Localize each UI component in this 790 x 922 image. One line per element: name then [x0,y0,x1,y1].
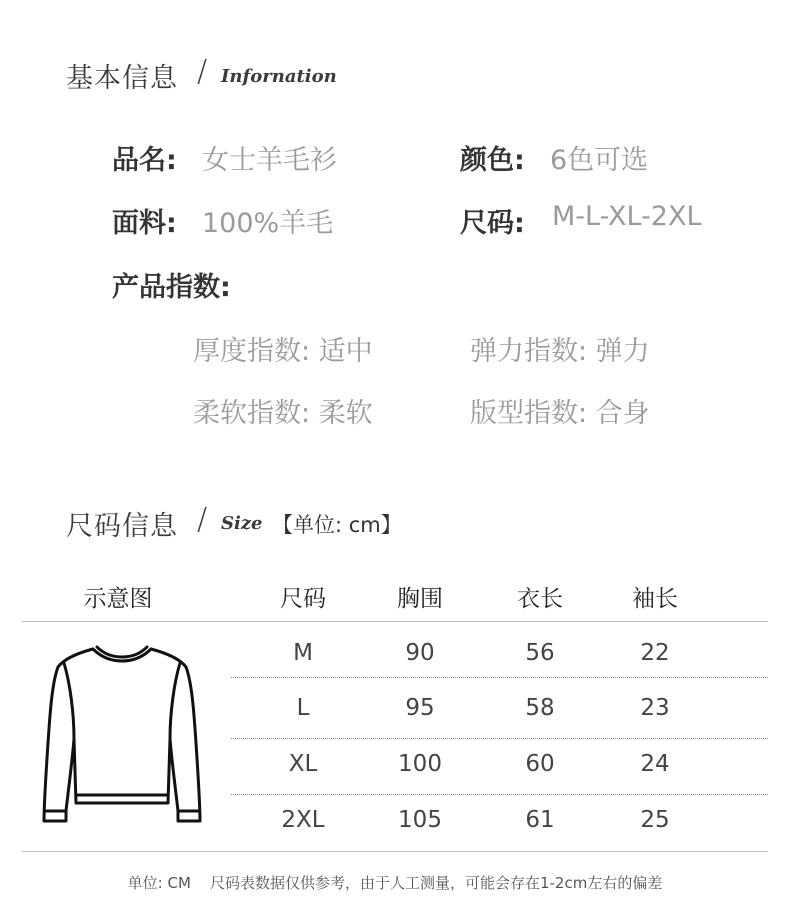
size-title-en: Size [221,513,263,534]
size-label: 尺码: [460,208,525,239]
material-value: 100%羊毛 [202,208,334,239]
info-title-slash: / [197,54,208,89]
name-label: 品名: [112,145,177,176]
cell-length-L: 58 [525,695,555,721]
cell-length-2XL: 61 [525,807,555,833]
softness-index: 柔软指数: 柔软 [193,398,373,429]
cell-size-L: L [296,695,310,721]
cell-sleeve-L: 23 [640,695,670,721]
row-divider [231,677,768,678]
color-label: 颜色: [460,145,525,176]
cell-size-2XL: 2XL [281,807,325,833]
cell-sleeve-XL: 24 [640,751,670,777]
fit-index: 版型指数: 合身 [470,398,650,429]
cell-sleeve-M: 22 [640,640,670,666]
thickness-index: 厚度指数: 适中 [193,336,373,367]
color-value: 6色可选 [550,145,649,176]
cell-chest-M: 90 [405,640,435,666]
col-header-length: 衣长 [517,586,563,612]
cell-sleeve-2XL: 25 [640,807,670,833]
cell-length-M: 56 [525,640,555,666]
col-header-size: 尺码 [280,586,326,612]
cell-size-M: M [293,640,313,666]
index-label: 产品指数: [112,272,231,303]
cell-length-XL: 60 [525,751,555,777]
size-title-slash: / [197,502,208,537]
row-divider [231,738,768,739]
col-header-diagram: 示意图 [83,586,153,612]
row-divider [231,794,768,795]
cell-chest-2XL: 105 [398,807,442,833]
name-value: 女士羊毛衫 [202,145,337,176]
col-header-sleeve: 袖长 [632,586,678,612]
cell-chest-L: 95 [405,695,435,721]
elasticity-index: 弹力指数: 弹力 [470,336,650,367]
size-unit: 【单位: cm】 [272,513,402,537]
size-value: M-L-XL-2XL [552,201,702,232]
table-bottom-rule [22,851,768,852]
info-title: 基本信息 [66,63,178,94]
cell-chest-XL: 100 [398,751,442,777]
cell-size-XL: XL [288,751,318,777]
col-header-chest: 胸围 [397,586,443,612]
measurement-note: 单位: CM 尺码表数据仅供参考，由于人工测量，可能会存在1-2cm左右的偏差 [127,874,663,892]
material-label: 面料: [112,208,177,239]
size-title: 尺码信息 [66,511,178,542]
sweater-outline-icon [38,643,204,831]
info-title-en: Infornation [221,66,337,87]
table-header-rule [22,621,768,622]
